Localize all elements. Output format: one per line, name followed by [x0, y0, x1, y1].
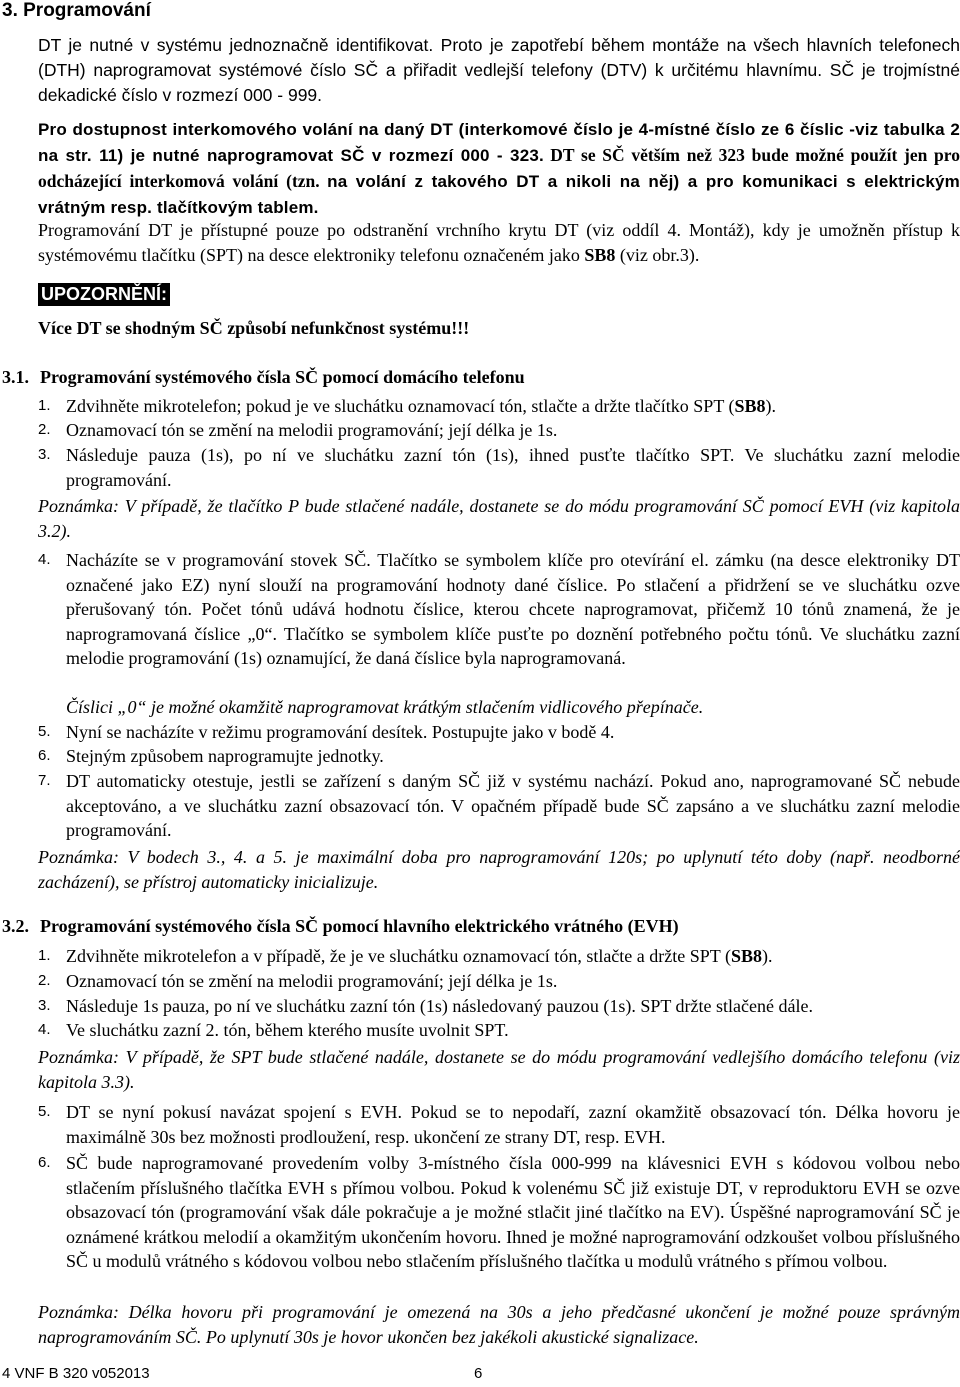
list-number: 7. — [38, 772, 51, 789]
intro-p3-bold: SB8 — [584, 245, 616, 265]
list-item — [38, 720, 960, 745]
list-text-after: ). — [765, 396, 777, 416]
list-number: 6. — [38, 1154, 51, 1171]
list-number: 6. — [38, 747, 51, 764]
list-number: 1. — [38, 947, 51, 964]
section-title: 3. Programování — [2, 0, 151, 21]
intro-bold-serif: DT se SČ větším než 323 bude možné použít jen pro odcházející interkomová volání (tzn. — [38, 145, 960, 191]
list-text-after: ). — [761, 946, 773, 966]
intro-paragraph-3 — [38, 218, 960, 268]
list-number: 4. — [38, 551, 51, 568]
list-text-bold: SB8 — [730, 946, 762, 966]
warning-label-wrap — [38, 283, 170, 306]
intro-p3-text-a: Programování DT je přístupné pouze po odstranění vrchního krytu DT (viz oddíl 4. Montáž), kdy je umožněn přístup k systémovému tlačítku (SPT) na desce elektroniky telefonu označeném jako — [38, 220, 960, 265]
list-item — [38, 1151, 960, 1274]
list-text: Oznamovací tón se změní na melodii programování; její délka je 1s. — [66, 420, 558, 440]
warning-label: UPOZORNĚNÍ: — [38, 283, 170, 306]
list-item — [38, 548, 960, 671]
section-3-1-number: 3.1. — [2, 367, 29, 387]
list-text-main: Zdvihněte mikrotelefon a v případě, že je ve sluchátku oznamovací tón, stlačte a držte SPT ( — [66, 946, 731, 966]
list-text: Stejným způsobem naprogramujte jednotky. — [66, 746, 384, 766]
intro-paragraph-2 — [38, 117, 960, 221]
warning-text: Více DT se shodným SČ způsobí nefunkčnost systému!!! — [38, 318, 470, 338]
intro-paragraph-1: DT je nutné v systému jednoznačně identifikovat. Proto je zapotřebí během montáže na všech hlavních telefonech (DTH) naprogramovat systémové číslo SČ a přiřadit vedlejší telefony (DTV) k určitému hlavnímu. SČ je trojmístné dekadické číslo v rozmezí 000 - 999. — [38, 35, 960, 105]
list-item — [38, 744, 960, 769]
list-number: 2. — [38, 972, 51, 989]
list-number: 4. — [38, 1021, 51, 1038]
list-item — [38, 443, 960, 492]
list-item — [38, 1100, 960, 1149]
note-3-2-a: Poznámka: V případě, že SPT bude stlačené nadále, dostanete se do módu programování vedlejšího domácího telefonu (viz kapitola 3.3). — [38, 1047, 960, 1092]
item-4-note: Číslici „0“ je možné okamžitě naprogramovat krátkým stlačením vidlicového přepínače. — [66, 697, 704, 717]
intro-bold-sans-b: na volání z takového DT a nikoli na něj) a pro komunikaci s elektrickým vrátným resp. tlačítkovým tablem. — [38, 172, 960, 217]
list-text: Oznamovací tón se změní na melodii programování; její délka je 1s. — [66, 971, 558, 991]
list-text — [38, 944, 960, 969]
list-text: SČ bude naprogramované provedením volby 3-místného čísla 000-999 na klávesnici EVH s kódovou volbou nebo stlačením příslušného tlačítka EVH s přímou volbou. Pokud k volenému SČ již existuje DT, v reproduktoru EVH se ozve obsazovací tón (programování však dále pokračuje a je možné stlačit jiné tlačítko na EV). Úspěšné naprogramování SČ je oznámené krátkou melodií a okamžitým ukončením hovoru. Ihned je možné naprogramování odzkoušet volbou příslušného SČ u modulů vrátného s kódovou volbou nebo stlačením příslušného tlačítka u modulů vrátného s přímou volbou. — [66, 1153, 960, 1271]
list-item — [38, 994, 960, 1019]
list-item — [38, 969, 960, 994]
list-text: Nyní se nacházíte v režimu programování desítek. Postupujte jako v bodě 4. — [66, 722, 615, 742]
list-text-main: Zdvihněte mikrotelefon; pokud je ve sluchátku oznamovací tón, stlačte a držte tlačítko SPT ( — [66, 396, 735, 416]
footer-page-number: 6 — [474, 1365, 483, 1382]
note-3-2-b: Poznámka: Délka hovoru při programování je omezená na 30s a jeho předčasné ukončení je možné pouze správným naprogramováním SČ. Po uplynutí 30s je hovor ukončen bez jakékoli akustické signalizace. — [38, 1302, 960, 1347]
list-number: 5. — [38, 723, 51, 740]
list-number: 5. — [38, 1103, 51, 1120]
section-3-1-heading — [2, 365, 525, 389]
list-text — [38, 394, 960, 419]
footer-document-id: 4 VNF B 320 v052013 — [2, 1365, 150, 1382]
list-text-bold: SB8 — [734, 396, 766, 416]
list-text: Následuje 1s pauza, po ní ve sluchátku zazní tón (1s) následovaný pauzou (1s). SPT držte stlačené dále. — [66, 996, 813, 1016]
intro-p3-text-b: (viz obr.3). — [615, 245, 700, 265]
section-3-2-title: Programování systémového čísla SČ pomocí hlavního elektrického vrátného (EVH) — [40, 916, 679, 936]
note-3-1-a: Poznámka: V případě, že tlačítko P bude stlačené nadále, dostanete se do módu programování SČ pomocí EVH (viz kapitola 3.2). — [38, 496, 960, 541]
list-number: 2. — [38, 421, 51, 438]
section-3-2-heading — [2, 914, 679, 938]
list-item — [38, 418, 960, 443]
list-text: DT automaticky otestuje, jestli se zařízení s daným SČ již v systému nachází. Pokud ano, naprogramované SČ nebude akceptováno, a ve sluchátku zazní obsazovací tón. V opačném případě bude SČ zapsáno a ve sluchátku zazní melodie programování. — [66, 771, 960, 840]
list-number: 3. — [38, 997, 51, 1014]
section-3-2-number: 3.2. — [2, 916, 29, 936]
note-3-1-b: Poznámka: V bodech 3., 4. a 5. je maximální doba pro naprogramování 120s; po uplynutí této doby (např. neodborné zacházení), se přístroj automaticky inicializuje. — [38, 847, 960, 892]
list-item — [38, 394, 960, 419]
list-text: Ve sluchátku zazní 2. tón, během kterého musíte uvolnit SPT. — [66, 1020, 509, 1040]
list-item — [38, 1018, 960, 1043]
intro-bold-sans-a: Pro dostupnost interkomového volání na daný DT (interkomové číslo je 4-místné číslo ze 6 číslic -viz tabulka 2 na str. 11) je nutné naprogramovat SČ v rozmezí 000 - 323. — [38, 120, 960, 165]
list-number: 3. — [38, 446, 51, 463]
list-text: Nacházíte se v programování stovek SČ. Tlačítko se symbolem klíče pro otevírání el. zámku (na desce elektroniky DT označené jako EZ) nyní slouží na programování hodnoty dané číslice. Po stlačení a přidržení se ve sluchátku ozve přerušovaný tón. Počet tónů udává hodnotu číslice, kterou chcete naprogramovat, přičemž 10 tónů znamená, že je naprogramovaná číslice „0“. Tlačítko se symbolem klíče pusťte po doznění potřebného počtu tónů. Ve sluchátku zazní melodie programování (1s) oznamující, že daná číslice byla naprogramovaná. — [66, 550, 960, 668]
section-3-1-title: Programování systémového čísla SČ pomocí domácího telefonu — [40, 367, 525, 387]
list-text: Následuje pauza (1s), po ní ve sluchátku zazní tón (1s), ihned pusťte tlačítko SPT. Ve sluchátku zazní melodie programování. — [66, 445, 960, 490]
list-item — [38, 769, 960, 843]
list-number: 1. — [38, 397, 51, 414]
list-item — [38, 944, 960, 969]
list-text: DT se nyní pokusí navázat spojení s EVH. Pokud se to nepodaří, zazní okamžitě obsazovací tón. Délka hovoru je maximálně 30s bez možnosti prodloužení, resp. ukončení ze strany DT, resp. EVH. — [66, 1102, 960, 1147]
